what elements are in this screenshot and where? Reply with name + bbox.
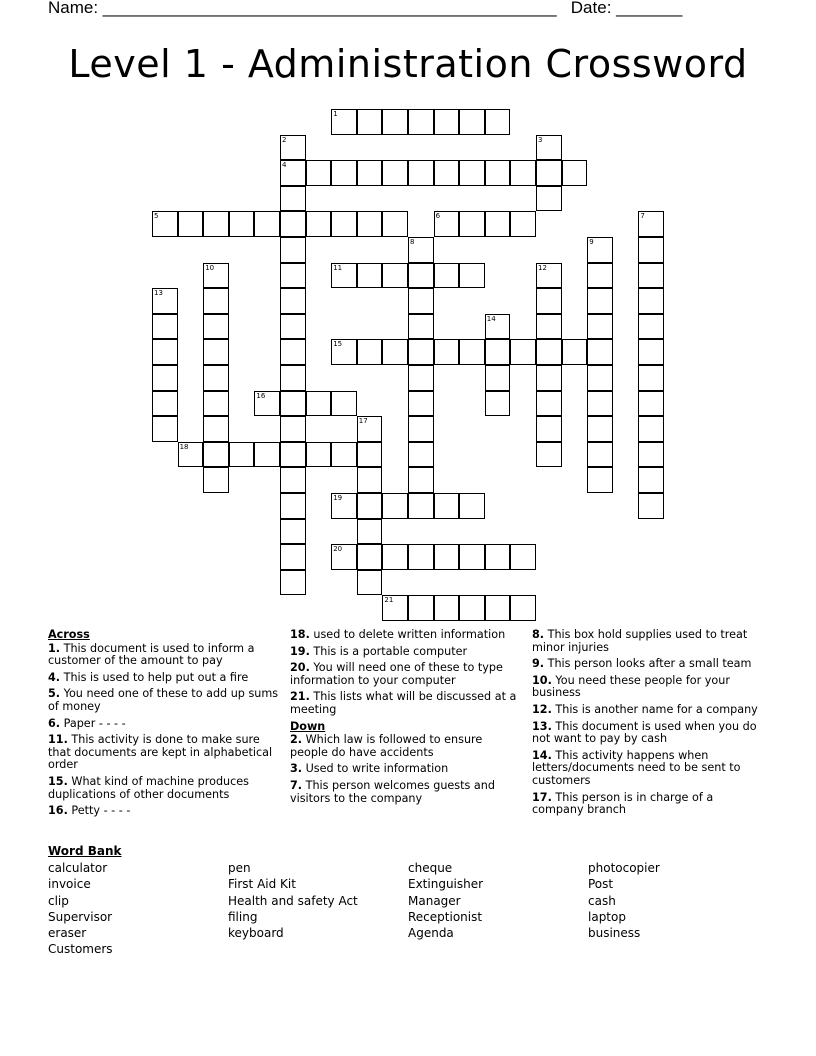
crossword-cell[interactable] bbox=[280, 237, 306, 263]
clues-column-3 bbox=[532, 629, 768, 821]
word-bank-item: Agenda bbox=[408, 926, 454, 941]
clues-column-1 bbox=[48, 629, 280, 822]
crossword-cell[interactable] bbox=[280, 519, 306, 545]
word-bank-item: First Aid Kit bbox=[228, 877, 296, 892]
word-bank-item: Supervisor bbox=[48, 909, 113, 924]
word-bank-item: laptop bbox=[588, 909, 626, 924]
word-bank-item: pen bbox=[228, 861, 251, 875]
crossword-cell[interactable] bbox=[408, 391, 434, 417]
crossword-cell[interactable] bbox=[357, 544, 383, 570]
word-bank-item: Extinguisher bbox=[408, 877, 484, 892]
crossword-cell[interactable] bbox=[536, 416, 562, 442]
crossword-cell[interactable] bbox=[203, 467, 229, 493]
clue-number: 19 bbox=[333, 494, 343, 502]
crossword-cell[interactable] bbox=[357, 160, 383, 186]
word-bank-item: keyboard bbox=[228, 926, 284, 941]
crossword-cell[interactable] bbox=[587, 314, 613, 340]
crossword-cell[interactable] bbox=[178, 211, 204, 237]
clue-number: 15 bbox=[333, 340, 343, 349]
word-bank-column-1 bbox=[48, 860, 113, 958]
crossword-cell[interactable] bbox=[280, 570, 306, 596]
crossword-cell[interactable] bbox=[203, 339, 229, 365]
clue-number: 5 bbox=[154, 212, 159, 221]
crossword-cell[interactable] bbox=[203, 391, 229, 417]
crossword-cell[interactable] bbox=[229, 442, 255, 468]
crossword-cell[interactable] bbox=[408, 339, 434, 365]
clue-number: 12 bbox=[538, 263, 547, 272]
word-bank-item: Manager bbox=[408, 893, 461, 908]
crossword-cell[interactable] bbox=[357, 263, 383, 289]
crossword-cell[interactable] bbox=[408, 442, 434, 468]
clue-number: 4 bbox=[282, 161, 287, 170]
crossword-cell[interactable] bbox=[382, 109, 408, 135]
crossword-cell[interactable] bbox=[485, 544, 511, 570]
word-bank-item: clip bbox=[48, 893, 69, 908]
word-bank-item: eraser bbox=[48, 926, 87, 941]
crossword-cell[interactable] bbox=[510, 160, 536, 186]
clue-number: 2 bbox=[282, 135, 287, 144]
clue-across-21: 21. This lists what will be discussed at a meeting bbox=[290, 690, 517, 716]
crossword-cell[interactable] bbox=[638, 365, 664, 391]
crossword-cell[interactable] bbox=[280, 493, 306, 519]
crossword-cell[interactable] bbox=[638, 416, 664, 442]
clue-across-11: 11. This activity is done to make sure that documents are kept in alphabetical order bbox=[48, 733, 273, 772]
crossword-cell[interactable] bbox=[638, 339, 664, 365]
clue-down-12: 12. This is another name for a company bbox=[532, 702, 758, 716]
crossword-cell[interactable] bbox=[459, 160, 485, 186]
crossword-cell[interactable] bbox=[587, 339, 613, 365]
crossword-cell[interactable] bbox=[331, 442, 357, 468]
crossword-cell[interactable] bbox=[408, 288, 434, 314]
crossword-cell[interactable] bbox=[357, 570, 383, 596]
crossword-cell[interactable] bbox=[408, 595, 434, 621]
crossword-cell[interactable] bbox=[536, 288, 562, 314]
crossword-cell[interactable] bbox=[459, 211, 485, 237]
crossword-cell[interactable] bbox=[510, 211, 536, 237]
crossword-cell[interactable] bbox=[638, 314, 664, 340]
crossword-cell[interactable] bbox=[510, 544, 536, 570]
crossword-cell[interactable] bbox=[382, 263, 408, 289]
clue-across-15: 15. What kind of machine produces duplications of other documents bbox=[48, 774, 250, 801]
crossword-cell[interactable] bbox=[382, 211, 408, 237]
crossword-cell[interactable] bbox=[638, 467, 664, 493]
word-bank-column-3 bbox=[408, 860, 483, 941]
clue-down-2: 2. Which law is followed to ensure people do have accidents bbox=[290, 733, 483, 759]
clue-down-10: 10. You need these people for your business bbox=[532, 673, 730, 700]
crossword-cell[interactable] bbox=[485, 595, 511, 621]
crossword-cell[interactable] bbox=[434, 595, 460, 621]
crossword-cell[interactable] bbox=[638, 288, 664, 314]
word-bank-item: cheque bbox=[408, 861, 453, 875]
crossword-cell[interactable] bbox=[434, 339, 460, 365]
crossword-cell[interactable] bbox=[587, 263, 613, 289]
clue-across-4: 4. This is used to help put out a fire bbox=[48, 670, 249, 684]
clue-number: 11 bbox=[333, 263, 343, 272]
crossword-cell[interactable] bbox=[408, 314, 434, 340]
crossword-cell[interactable] bbox=[306, 442, 332, 468]
crossword-cell[interactable] bbox=[280, 186, 306, 212]
crossword-cell[interactable] bbox=[638, 391, 664, 417]
crossword-cell[interactable] bbox=[587, 391, 613, 417]
crossword-cell[interactable] bbox=[203, 365, 229, 391]
crossword-cell[interactable] bbox=[459, 493, 485, 519]
clue-number: 9 bbox=[589, 238, 594, 246]
crossword-cell[interactable] bbox=[485, 365, 511, 391]
crossword-cell[interactable] bbox=[587, 467, 613, 493]
crossword-cell[interactable] bbox=[357, 339, 383, 365]
crossword-cell[interactable] bbox=[280, 211, 306, 237]
crossword-cell[interactable] bbox=[638, 493, 664, 519]
word-bank-item: photocopier bbox=[588, 861, 660, 875]
crossword-cell[interactable] bbox=[408, 160, 434, 186]
crossword-cell[interactable] bbox=[280, 314, 306, 340]
clue-across-5: 5. You need one of these to add up sums of money bbox=[48, 687, 279, 713]
clue-down-3: 3. Used to write information bbox=[290, 762, 449, 776]
crossword-cell[interactable] bbox=[638, 263, 664, 289]
clue-down-14: 14. This activity happens when letters/documents need to be sent to customers bbox=[532, 748, 741, 787]
clue-across-20: 20. You will need one of these to type information to your computer bbox=[290, 661, 503, 687]
word-bank-heading: Word Bank bbox=[48, 844, 122, 858]
word-bank-item: invoice bbox=[48, 877, 91, 892]
clue-number: 13 bbox=[154, 289, 163, 298]
clue-number: 18 bbox=[179, 442, 189, 451]
crossword-cell[interactable] bbox=[382, 544, 408, 570]
crossword-cell[interactable] bbox=[331, 211, 357, 237]
word-bank-item: cash bbox=[588, 893, 616, 908]
crossword-cell[interactable] bbox=[485, 339, 511, 365]
crossword-cell[interactable] bbox=[280, 544, 306, 570]
crossword-cell[interactable] bbox=[536, 391, 562, 417]
clues-column-2 bbox=[290, 629, 522, 809]
word-bank-item: calculator bbox=[48, 861, 108, 875]
crossword-cell[interactable] bbox=[331, 160, 357, 186]
crossword-cell[interactable] bbox=[408, 467, 434, 493]
crossword-cell[interactable] bbox=[203, 288, 229, 314]
word-bank-item: Receptionist bbox=[408, 909, 483, 924]
crossword-cell[interactable] bbox=[203, 442, 229, 468]
clue-number: 1 bbox=[333, 110, 338, 118]
crossword-cell[interactable] bbox=[357, 519, 383, 545]
clue-number: 20 bbox=[333, 545, 343, 554]
crossword-cell[interactable] bbox=[510, 339, 536, 365]
crossword-cell[interactable] bbox=[203, 314, 229, 340]
crossword-cell[interactable] bbox=[536, 442, 562, 468]
crossword-cell[interactable] bbox=[408, 263, 434, 289]
crossword-cell[interactable] bbox=[485, 109, 511, 135]
clue-number: 17 bbox=[358, 417, 368, 426]
clue-number: 16 bbox=[256, 391, 266, 400]
crossword-cell[interactable] bbox=[382, 160, 408, 186]
word-bank-item: business bbox=[588, 926, 641, 941]
crossword-cell[interactable] bbox=[357, 211, 383, 237]
crossword-cell[interactable] bbox=[280, 263, 306, 289]
clue-number: 14 bbox=[486, 314, 496, 323]
crossword-cell[interactable] bbox=[152, 365, 178, 391]
word-bank-item: Health and safety Act bbox=[228, 893, 358, 908]
crossword-cell[interactable] bbox=[536, 314, 562, 340]
crossword-cell[interactable] bbox=[331, 391, 357, 417]
crossword-cell[interactable] bbox=[562, 160, 588, 186]
crossword-cell[interactable] bbox=[459, 595, 485, 621]
crossword-cell[interactable] bbox=[280, 288, 306, 314]
word-bank-column-4 bbox=[588, 860, 660, 941]
crossword-cell[interactable] bbox=[408, 416, 434, 442]
word-bank-column-2 bbox=[228, 860, 358, 941]
clue-number: 7 bbox=[640, 212, 645, 221]
clue-number: 10 bbox=[205, 263, 215, 272]
crossword-cell[interactable] bbox=[203, 416, 229, 442]
crossword-cell[interactable] bbox=[434, 263, 460, 289]
crossword-cell[interactable] bbox=[408, 109, 434, 135]
crossword-cell[interactable] bbox=[638, 237, 664, 263]
clue-number: 8 bbox=[410, 238, 415, 246]
crossword-cell[interactable] bbox=[357, 109, 383, 135]
clue-down-17: 17. This person is in charge of a company branch bbox=[532, 790, 714, 817]
crossword-cell[interactable] bbox=[510, 595, 536, 621]
crossword-cell[interactable] bbox=[280, 467, 306, 493]
crossword-cell[interactable] bbox=[254, 211, 280, 237]
clue-across-18: 18. used to delete written information bbox=[290, 628, 506, 641]
clue-across-16: 16. Petty - - - - bbox=[48, 804, 131, 818]
clue-down-9: 9. This person looks after a small team bbox=[532, 657, 752, 671]
crossword-cell[interactable] bbox=[382, 339, 408, 365]
crossword-cell[interactable] bbox=[562, 339, 588, 365]
crossword-cell[interactable] bbox=[536, 160, 562, 186]
crossword-cell[interactable] bbox=[152, 416, 178, 442]
crossword-cell[interactable] bbox=[280, 365, 306, 391]
crossword-cell[interactable] bbox=[357, 442, 383, 468]
word-bank-item: filing bbox=[228, 909, 258, 924]
crossword-cell[interactable] bbox=[280, 416, 306, 442]
crossword-cell[interactable] bbox=[280, 442, 306, 468]
crossword-cell[interactable] bbox=[536, 339, 562, 365]
clue-down-7: 7. This person welcomes guests and visitors to the company bbox=[290, 778, 495, 805]
crossword-cell[interactable] bbox=[485, 211, 511, 237]
crossword-cell[interactable] bbox=[254, 442, 280, 468]
clue-across-19: 19. This is a portable computer bbox=[290, 644, 468, 658]
clue-across-6: 6. Paper - - - - bbox=[48, 716, 126, 730]
crossword-cell[interactable] bbox=[459, 544, 485, 570]
crossword-cell[interactable] bbox=[536, 186, 562, 212]
crossword-cell[interactable] bbox=[306, 160, 332, 186]
crossword-cell[interactable] bbox=[434, 109, 460, 135]
crossword-cell[interactable] bbox=[408, 365, 434, 391]
crossword-cell[interactable] bbox=[152, 391, 178, 417]
crossword-cell[interactable] bbox=[434, 160, 460, 186]
crossword-cell[interactable] bbox=[485, 160, 511, 186]
crossword-cell[interactable] bbox=[587, 442, 613, 468]
crossword-cell[interactable] bbox=[357, 493, 383, 519]
word-bank-item: Customers bbox=[48, 942, 113, 957]
crossword-cell[interactable] bbox=[485, 391, 511, 417]
crossword-cell[interactable] bbox=[459, 109, 485, 135]
crossword-cell[interactable] bbox=[587, 288, 613, 314]
clue-down-8: 8. This box hold supplies used to treat minor injuries bbox=[532, 628, 748, 654]
crossword-cell[interactable] bbox=[587, 416, 613, 442]
crossword-cell[interactable] bbox=[306, 211, 332, 237]
crossword-cell[interactable] bbox=[408, 493, 434, 519]
crossword-cell[interactable] bbox=[357, 467, 383, 493]
crossword-cell[interactable] bbox=[587, 365, 613, 391]
crossword-cell[interactable] bbox=[459, 263, 485, 289]
crossword-cell[interactable] bbox=[638, 442, 664, 468]
crossword-cell[interactable] bbox=[152, 314, 178, 340]
clue-number: 21 bbox=[384, 596, 394, 605]
clue-number: 3 bbox=[538, 135, 543, 144]
clue-across-1: 1. This document is used to inform a customer of the amount to pay bbox=[48, 641, 255, 668]
crossword-cell[interactable] bbox=[203, 211, 229, 237]
clue-down-13: 13. This document is used when you do not want to pay by cash bbox=[532, 719, 757, 746]
crossword-cell[interactable] bbox=[306, 391, 332, 417]
crossword-cell[interactable] bbox=[229, 211, 255, 237]
crossword-cell[interactable] bbox=[434, 493, 460, 519]
crossword-cell[interactable] bbox=[536, 365, 562, 391]
across-heading: Across bbox=[48, 628, 90, 641]
crossword-cell[interactable] bbox=[459, 339, 485, 365]
word-bank-item: Post bbox=[588, 877, 614, 892]
crossword-cell[interactable] bbox=[434, 544, 460, 570]
page-title: Level 1 - Administration Crossword bbox=[68, 42, 748, 86]
down-heading: Down bbox=[290, 719, 326, 733]
crossword-cell[interactable] bbox=[280, 391, 306, 417]
clue-number: 6 bbox=[435, 212, 441, 221]
crossword-cell[interactable] bbox=[382, 493, 408, 519]
crossword-cell[interactable] bbox=[152, 339, 178, 365]
name-date-line: Name: ________________________________________________ Date: _______ bbox=[48, 0, 683, 17]
crossword-cell[interactable] bbox=[280, 339, 306, 365]
crossword-cell[interactable] bbox=[408, 544, 434, 570]
